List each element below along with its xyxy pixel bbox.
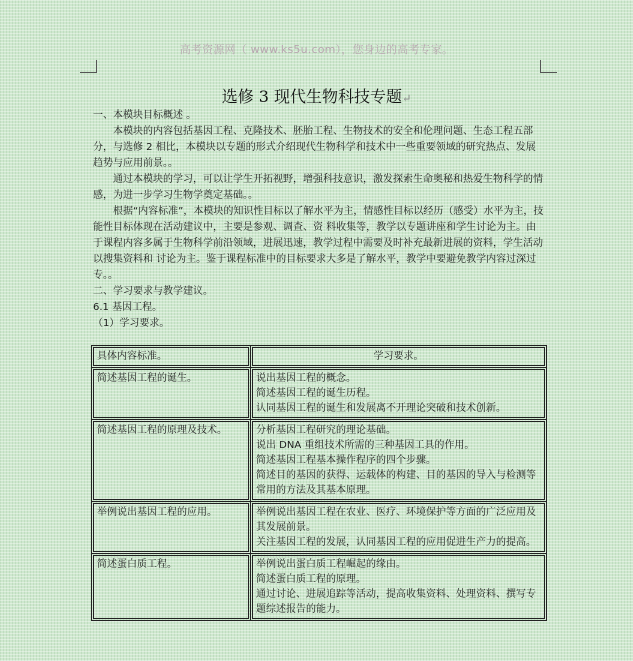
requirements-cell	[252, 555, 545, 619]
standard-cell: 简述基因工程的诞生。	[93, 369, 249, 418]
document-title: 选修 3 现代生物科技专题↵	[221, 87, 412, 106]
table-row	[93, 555, 545, 619]
table-row	[93, 369, 545, 418]
requirement-line: 认同基因工程的诞生和发展离不开理论突破和技术创新。	[256, 403, 506, 414]
requirement-line: 关注基因工程的发展，认同基因工程的应用促进生产力的提高。	[256, 537, 536, 548]
paragraph-3: 根据“内容标准”，本模块的知识性目标以了解水平为主，情感性目标以经历（感受）水平为主，技能性目标体现在活动建议中，主要是参观、调查、资 料收集等，教学以专题讲座和学生讨论为主。由于课程内容多属于生物科学前沿领域，进展迅速，教学过程中需要及时补充最新进展的资料，学生活动以搜集资料和 讨论为主。鉴于课程标准中的目标要求大多是了解水平，教学中要避免教学内容过深过专。。	[93, 206, 544, 281]
requirement-line: 简述目的基因的获得、运载体的构建、目的基因的导入与检测等常用的方法及其基本原理。	[256, 470, 536, 496]
table-row	[93, 503, 545, 552]
requirements-cell	[252, 421, 545, 500]
margin-corner-right	[540, 60, 557, 73]
requirement-line: 简述基因工程的诞生历程。	[256, 388, 376, 399]
paragraph-1: 本模块的内容包括基因工程、克隆技术、胚胎工程、生物技术的安全和伦理问题、生态工程五部分，与选修 2 相比，本模块以专题的形式介绍现代生物科学和技术中一些重要领域的研究热点、发展趋势与应用前景。。	[93, 126, 536, 169]
table-row	[93, 421, 545, 500]
requirement-line: 说出基因工程的概念。	[256, 373, 356, 384]
body-text	[93, 108, 545, 332]
standard-cell: 简述蛋白质工程。	[93, 555, 249, 619]
requirements-cell	[252, 503, 545, 552]
table-header-cell: 学习要求。	[252, 347, 545, 366]
requirement-line: 分析基因工程研究的理论基础。	[256, 425, 396, 436]
page-header: 高考资源网（ www.ks5u.com），您身边的高考专家。	[179, 43, 454, 56]
section-heading-2: 二、学习要求与教学建议。	[93, 286, 213, 297]
table-header-row	[93, 347, 545, 366]
requirements-table	[90, 344, 548, 622]
requirement-line: 简述基因工程基本操作程序的四个步骤。	[256, 455, 436, 466]
paragraph-2: 通过本模块的学习，可以让学生开拓视野，增强科技意识，激发探索生命奥秘和热爱生物科学的情感，为进一步学习生物学奠定基础。。	[93, 174, 543, 201]
subsection-heading: 6.1 基因工程。	[93, 302, 163, 313]
requirement-line: 举例说出基因工程在农业、医疗、环境保护等方面的广泛应用及其发展前景。	[256, 507, 536, 533]
requirement-line: 举例说出蛋白质工程崛起的缘由。	[256, 559, 406, 570]
requirement-line: 简述蛋白质工程的原理。	[256, 574, 366, 585]
margin-corner-left	[80, 60, 97, 73]
requirement-line: 说出 DNA 重组技术所需的三种基因工具的作用。	[256, 440, 475, 451]
requirements-cell	[252, 369, 545, 418]
requirement-line: 通过讨论、进展追踪等活动，提高收集资料、处理资料、撰写专题综述报告的能力。	[256, 589, 536, 615]
standard-cell: 举例说出基因工程的应用。	[93, 503, 249, 552]
table-header-cell: 具体内容标准。	[93, 347, 249, 366]
section-heading-1: 一、本模块目标概述 。	[93, 110, 197, 121]
standard-cell: 简述基因工程的原理及技术。	[93, 421, 249, 500]
subsubsection-heading: （1）学习要求。	[93, 318, 170, 329]
